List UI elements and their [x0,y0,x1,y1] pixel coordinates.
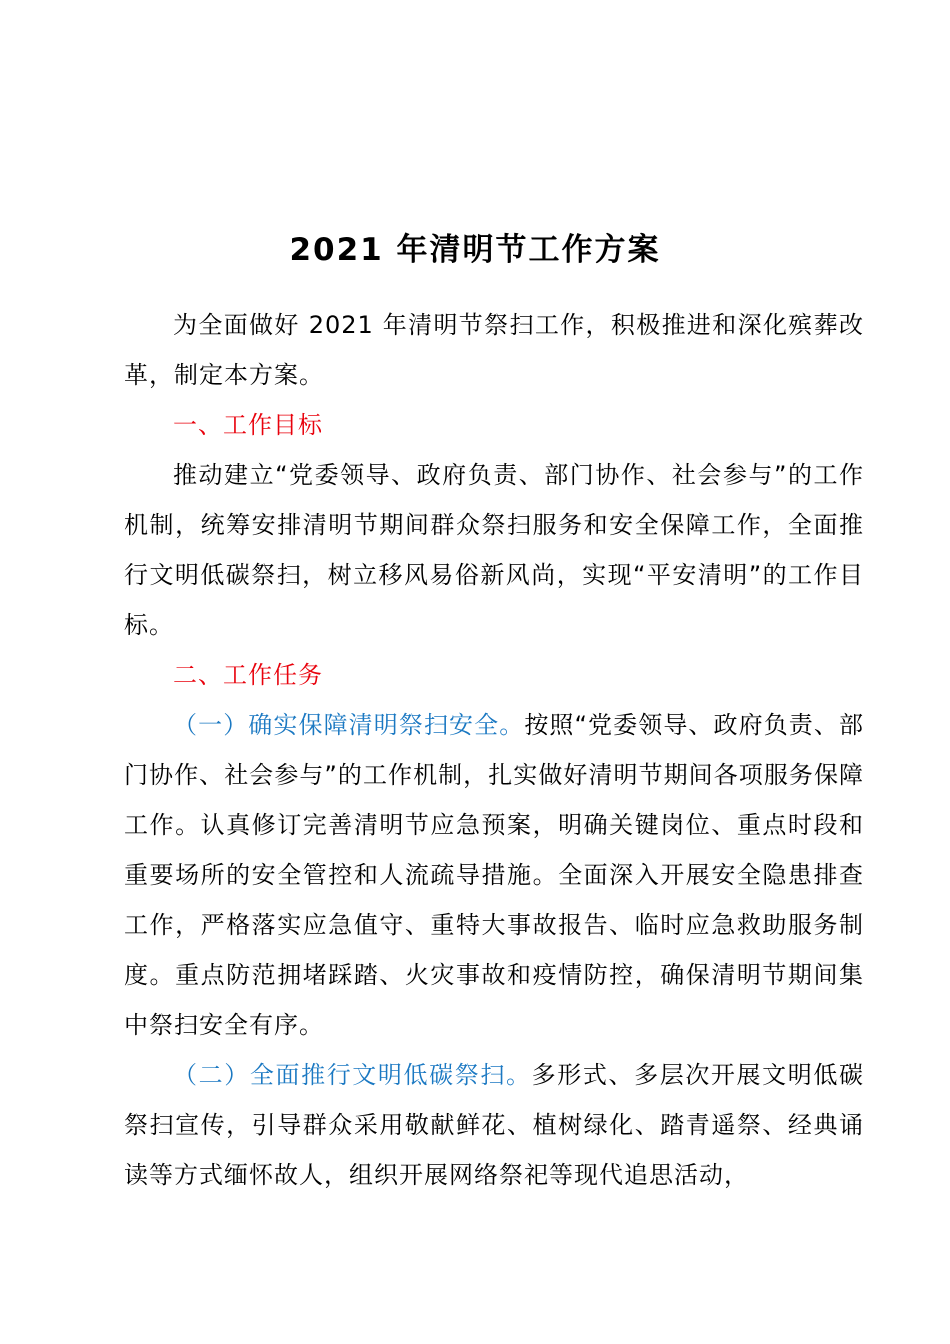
document-title: 2021 年清明节工作方案 [289,232,661,268]
task-2-body: 多形式、多层次开展文明低碳祭扫宣传，引导群众采用敬献鲜花、植树绿化、踏青遥祭、经典诵读等方式缅怀故人，组织开展网络祭祀等现代追思活动， [124,1061,864,1189]
task-2-paragraph [124,1050,864,1200]
task-2-subheading: （二）全面推行文明低碳祭扫。 [173,1061,532,1089]
task-1-subheading: （一）确实保障清明祭扫安全。 [173,711,525,739]
section-heading-goals: 一、工作目标 [173,411,323,439]
task-1-paragraph [124,700,864,1050]
goals-paragraph: 推动建立“党委领导、政府负责、部门协作、社会参与”的工作机制，统筹安排清明节期间群众祭扫服务和安全保障工作，全面推行文明低碳祭扫，树立移风易俗新风尚，实现“平安清明”的工作目标。 [124,461,864,639]
intro-paragraph: 为全面做好 2021 年清明节祭扫工作，积极推进和深化殡葬改革，制定本方案。 [124,311,864,389]
task-1-body: 按照“党委领导、政府负责、部门协作、社会参与”的工作机制，扎实做好清明节期间各项服务保障工作。认真修订完善清明节应急预案，明确关键岗位、重点时段和重要场所的安全管控和人流疏导措施。全面深入开展安全隐患排查工作，严格落实应急值守、重特大事故报告、临时应急救助服务制度。重点防范拥堵踩踏、火灾事故和疫情防控，确保清明节期间集中祭扫安全有序。 [124,711,864,1039]
section-heading-tasks: 二、工作任务 [173,661,323,689]
